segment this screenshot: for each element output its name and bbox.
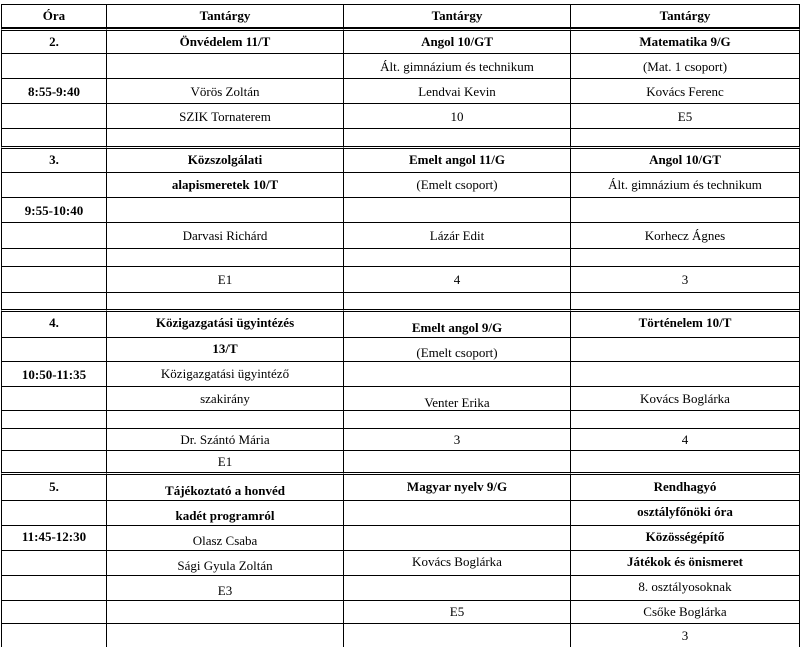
header-col1: Tantárgy (199, 8, 251, 23)
teacher: Csőke Boglárka (643, 604, 727, 619)
row-divider (1, 623, 800, 624)
row-divider (1, 450, 800, 451)
row-divider (1, 550, 800, 551)
group: (Mat. 1 csoport) (642, 59, 728, 74)
teacher: Lendvai Kevin (418, 84, 496, 99)
period-number: 5. (49, 479, 59, 494)
specialization: Közigazgatási ügyintéző (160, 366, 290, 381)
row-divider (1, 53, 800, 54)
row-divider (1, 575, 800, 576)
period-5-ora-cell (1, 472, 107, 647)
row-divider (1, 410, 800, 411)
header-col3: Tantárgy (659, 8, 711, 23)
teacher: Kovács Boglárka (640, 391, 730, 406)
period-time: 11:45-12:30 (21, 529, 87, 544)
teacher: Darvasi Richárd (182, 228, 268, 243)
group: (Emelt csoport) (416, 177, 498, 192)
room: E5 (449, 604, 465, 619)
subject: osztályfőnöki óra (637, 504, 733, 519)
row-divider (1, 428, 800, 429)
period-number: 4. (49, 315, 59, 330)
period-number: 2. (49, 34, 59, 49)
teacher: Olasz Csaba (192, 533, 258, 548)
subject: Közösségépítő (645, 529, 725, 544)
row-divider (1, 361, 800, 362)
row-divider (1, 103, 800, 104)
subject: Önvédelem 11/T (179, 34, 271, 49)
row-divider (1, 500, 800, 501)
subject: alapismeretek 10/T (171, 177, 279, 192)
room: 3 (681, 628, 689, 643)
subject: Emelt angol 11/G (408, 152, 506, 167)
room: E5 (677, 109, 693, 124)
row-divider (1, 266, 800, 267)
room: E1 (217, 272, 233, 287)
subject: Tájékoztató a honvéd (165, 483, 285, 498)
row-divider (1, 172, 800, 173)
teacher: Kovács Ferenc (646, 84, 724, 99)
period-time: 10:50-11:35 (21, 367, 87, 382)
subject: Matematika 9/G (639, 34, 731, 49)
period-3-ora-cell (1, 146, 107, 309)
audience: 8. osztályosoknak (638, 579, 732, 594)
subject: Játékok és önismeret (626, 554, 744, 569)
subject: Magyar nyelv 9/G (406, 479, 508, 494)
row-divider (1, 292, 800, 293)
subject: 13/T (212, 341, 238, 356)
period-time: 9:55-10:40 (24, 203, 84, 218)
subject: Angol 10/GT (649, 152, 721, 167)
room: 4 (681, 432, 689, 447)
row-divider (1, 222, 800, 223)
teacher: Lázár Edit (429, 228, 485, 243)
row-divider (1, 337, 800, 338)
teacher: Korhecz Ágnes (644, 228, 726, 243)
group: Ált. gimnázium és technikum (380, 59, 534, 74)
row-divider (1, 600, 800, 601)
teacher: Sági Gyula Zoltán (177, 558, 273, 573)
room: SZIK Tornaterem (179, 109, 271, 124)
room: 3 (453, 432, 461, 447)
room: 3 (681, 272, 689, 287)
period-4-ora-cell (1, 309, 107, 472)
subject: Közszolgálati (187, 152, 263, 167)
subject: Rendhagyó (653, 479, 717, 494)
group: Ált. gimnázium és technikum (608, 177, 762, 192)
teacher: Vörös Zoltán (190, 84, 260, 99)
teacher: Dr. Szántó Mária (180, 432, 270, 447)
subject: kadét programról (175, 508, 275, 523)
subject: Emelt angol 9/G (411, 320, 503, 335)
teacher: Kovács Boglárka (412, 554, 502, 569)
row-divider (1, 248, 800, 249)
header-ora: Óra (42, 8, 66, 23)
row-divider (1, 128, 800, 129)
row-divider (1, 525, 800, 526)
subject: Angol 10/GT (421, 34, 493, 49)
room: E3 (217, 583, 233, 598)
room: 10 (450, 109, 464, 124)
row-divider (1, 78, 800, 79)
specialization: szakirány (200, 391, 250, 406)
row-divider (1, 197, 800, 198)
row-divider (1, 386, 800, 387)
room: E1 (217, 454, 233, 469)
room: 4 (453, 272, 461, 287)
subject: Történelem 10/T (638, 315, 732, 330)
teacher: Venter Erika (424, 395, 490, 410)
header-col2: Tantárgy (431, 8, 483, 23)
group: (Emelt csoport) (416, 345, 498, 360)
period-number: 3. (49, 152, 59, 167)
subject: Közigazgatási ügyintézés (155, 315, 295, 330)
period-time: 8:55-9:40 (28, 84, 80, 99)
